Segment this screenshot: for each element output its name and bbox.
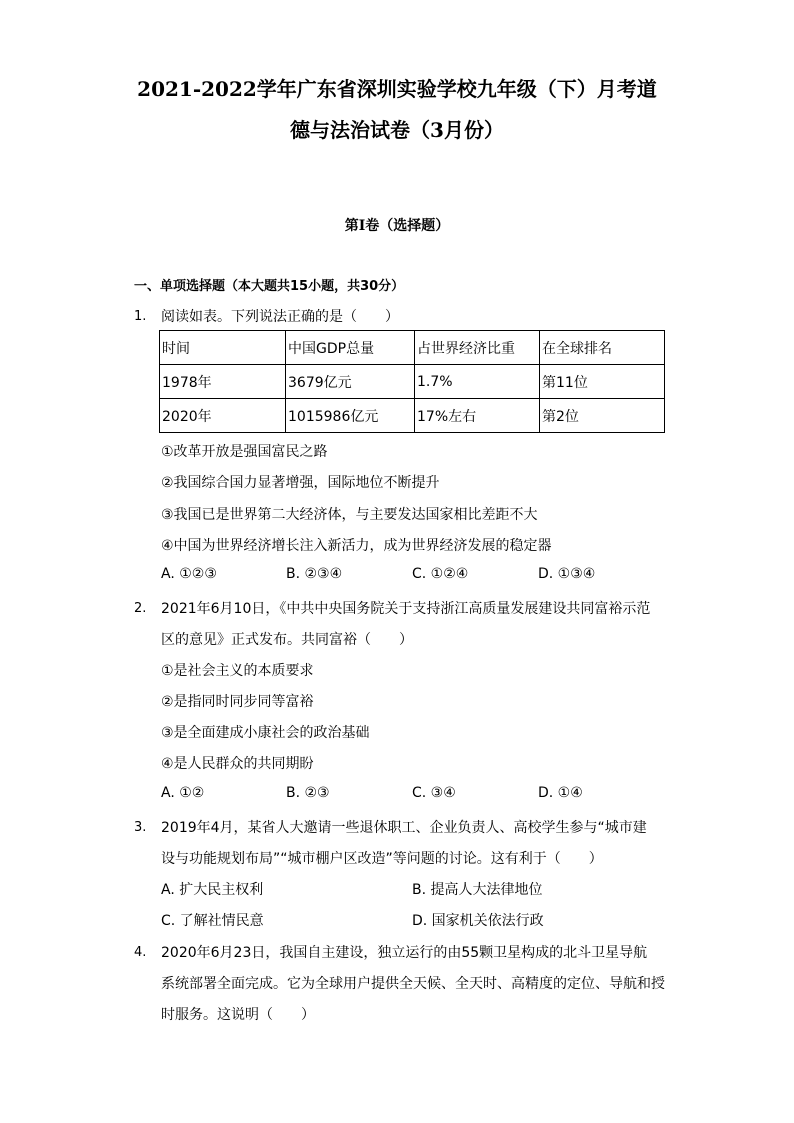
table-cell: 第11位 (540, 365, 665, 399)
question-4-stem-line3: 时服务。这说明（ ） (161, 1007, 315, 1023)
question-3-option-c[interactable]: C. 了解社情民意 (161, 913, 264, 929)
part-heading: 第Ⅰ卷（选择题） (344, 218, 450, 234)
table-cell: 1978年 (160, 365, 286, 399)
question-4-stem-line1: 2020年6月23日，我国自主建设，独立运行的由55颗卫星构成的北斗卫星导航 (161, 945, 648, 961)
question-2-stem-line1: 2021年6月10日，《中共中央国务院关于支持浙江高质量发展建设共同富裕示范 (161, 601, 651, 617)
question-2-item: ①是社会主义的本质要求 (161, 663, 314, 679)
question-4-stem-line2: 系统部署全面完成。它为全球用户提供全天候、全天时、高精度的定位、导航和授 (161, 976, 665, 992)
table-header-row (160, 331, 665, 365)
table-row (160, 365, 665, 399)
table-cell: 17%左右 (415, 399, 540, 433)
question-3-option-b[interactable]: B. 提高人大法律地位 (412, 882, 543, 898)
question-1-number: 1. (134, 309, 147, 324)
question-1-item: ④中国为世界经济增长注入新活力，成为世界经济发展的稳定器 (161, 538, 552, 554)
exam-title-line1: 2021-2022学年广东省深圳实验学校九年级（下）月考道 (137, 77, 657, 101)
question-3-option-a[interactable]: A. 扩大民主权利 (161, 882, 264, 898)
table-header-cell: 占世界经济比重 (415, 331, 540, 365)
question-3-stem-line1: 2019年4月，某省人大邀请一些退休职工、企业负责人、高校学生参与“城市建 (161, 820, 647, 836)
table-cell: 2020年 (160, 399, 286, 433)
question-2-number: 2. (134, 601, 147, 616)
table-row (160, 399, 665, 433)
table-cell: 1015986亿元 (286, 399, 415, 433)
question-2-option-d[interactable]: D. ①④ (538, 785, 583, 801)
question-1-item: ①改革开放是强国富民之路 (161, 444, 328, 460)
question-2-option-a[interactable]: A. ①② (161, 785, 205, 801)
question-2-option-b[interactable]: B. ②③ (286, 785, 330, 801)
question-3-stem-line2: 设与功能规划布局”“城市棚户区改造”等问题的讨论。这有利于（ ） (161, 851, 603, 867)
question-1-item: ③我国已是世界第二大经济体，与主要发达国家相比差距不大 (161, 507, 538, 523)
question-2-item: ③是全面建成小康社会的政治基础 (161, 725, 370, 741)
table-header-cell: 时间 (160, 331, 286, 365)
question-1-stem: 阅读如表。下列说法正确的是（ ） (161, 309, 399, 325)
question-4-number: 4. (134, 945, 147, 960)
gdp-table (159, 330, 665, 433)
question-2-option-c[interactable]: C. ③④ (412, 785, 456, 801)
question-1-option-c[interactable]: C. ①②④ (412, 566, 469, 582)
table-header-cell: 中国GDP总量 (286, 331, 415, 365)
question-2-item: ④是人民群众的共同期盼 (161, 756, 314, 772)
table-header-cell: 在全球排名 (540, 331, 665, 365)
question-2-stem-line2: 区的意见》正式发布。共同富裕（ ） (161, 632, 413, 648)
section-heading: 一、单项选择题（本大题共15小题，共30分） (134, 279, 405, 294)
table-cell: 第2位 (540, 399, 665, 433)
question-1-option-b[interactable]: B. ②③④ (286, 566, 343, 582)
question-3-option-d[interactable]: D. 国家机关依法行政 (412, 913, 544, 929)
question-2-item: ②是指同时同步同等富裕 (161, 694, 314, 710)
question-1-option-d[interactable]: D. ①③④ (538, 566, 596, 582)
table-cell: 1.7% (415, 365, 540, 399)
question-1-item: ②我国综合国力显著增强，国际地位不断提升 (161, 475, 440, 491)
question-1-option-a[interactable]: A. ①②③ (161, 566, 217, 582)
exam-title-line2: 德与法治试卷（3月份） (290, 118, 504, 142)
question-3-number: 3. (134, 820, 147, 835)
table-cell: 3679亿元 (286, 365, 415, 399)
